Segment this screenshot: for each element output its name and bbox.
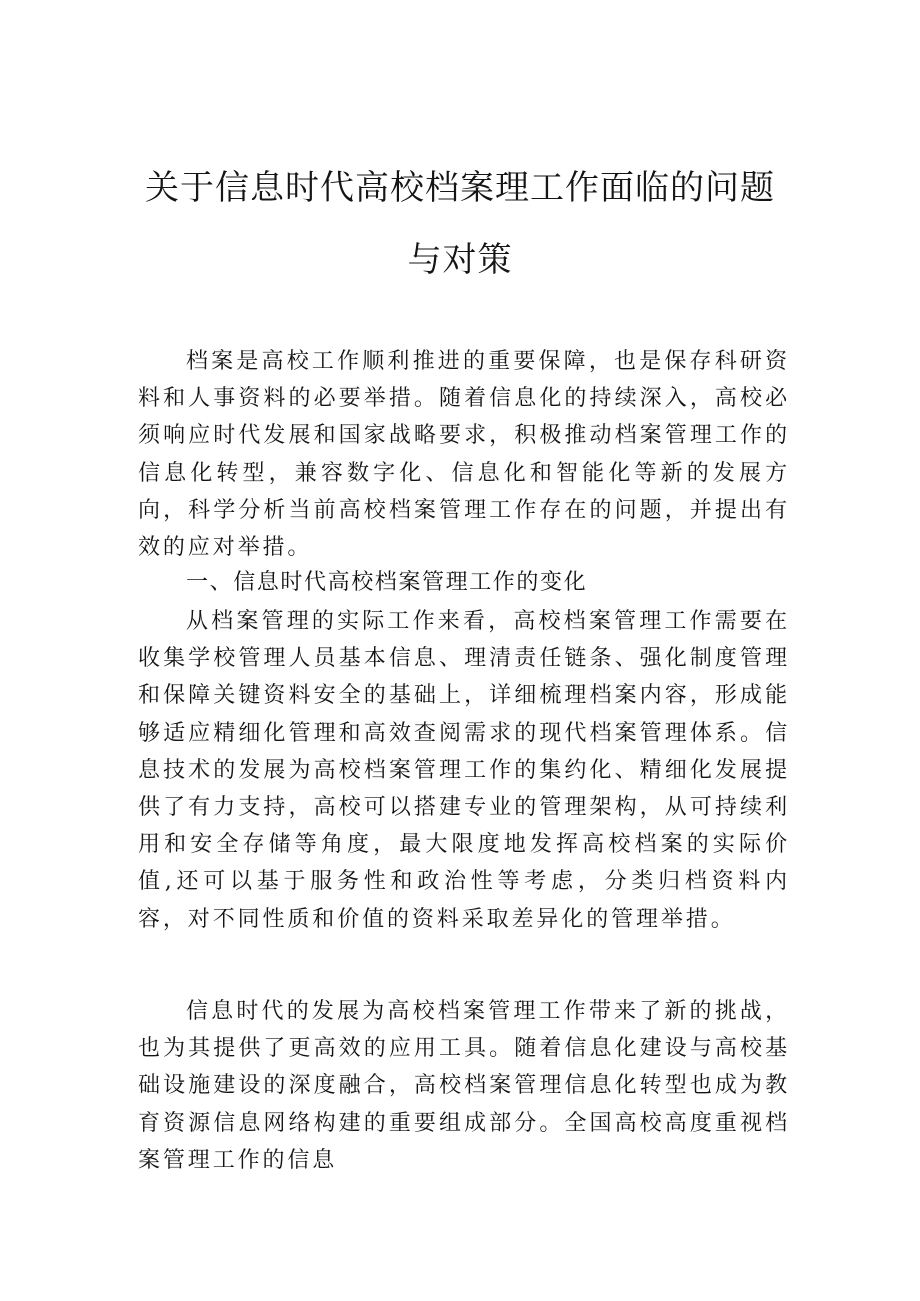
document-title-line-1: 关于信息时代高校档案理工作面临的问题 xyxy=(145,168,775,208)
paragraph-intro: 档案是高校工作顺利推进的重要保障，也是保存科研资料和人事资料的必要举措。随着信息化的持续深入，高校必须响应时代发展和国家战略要求，积极推动档案管理工作的信息化转型，兼容数字化、信息化和智能化等新的发展方向，科学分析当前高校档案管理工作存在的问题，并提出有效的应对举措。 xyxy=(138,349,790,561)
paragraph-information-era: 信息时代的发展为高校档案管理工作带来了新的挑战，也为其提供了更高效的应用工具。随着信息化建设与高校基础设施建设的深度融合，高校档案管理信息化转型也成为教育资源信息网络构建的重要组成部分。全国高校高度重视档案管理工作的信息 xyxy=(138,999,790,1173)
paragraph-archive-management: 从档案管理的实际工作来看，高校档案管理工作需要在收集学校管理人员基本信息、理清责任链条、强化制度管理和保障关键资料安全的基础上，详细梳理档案内容，形成能够适应精细化管理和高效查阅需求的现代档案管理体系。信息技术的发展为高校档案管理工作的集约化、精细化发展提供了有力支持，高校可以搭建专业的管理架构，从可持续利用和安全存储等角度，最大限度地发挥高校档案的实际价值,还可以基于服务性和政治性等考虑，分类归档资料内容，对不同性质和价值的资料采取差异化的管理举措。 xyxy=(138,609,790,932)
document-title-line-2: 与对策 xyxy=(407,240,513,280)
section-heading-1: 一、信息时代高校档案管理工作的变化 xyxy=(186,570,588,595)
